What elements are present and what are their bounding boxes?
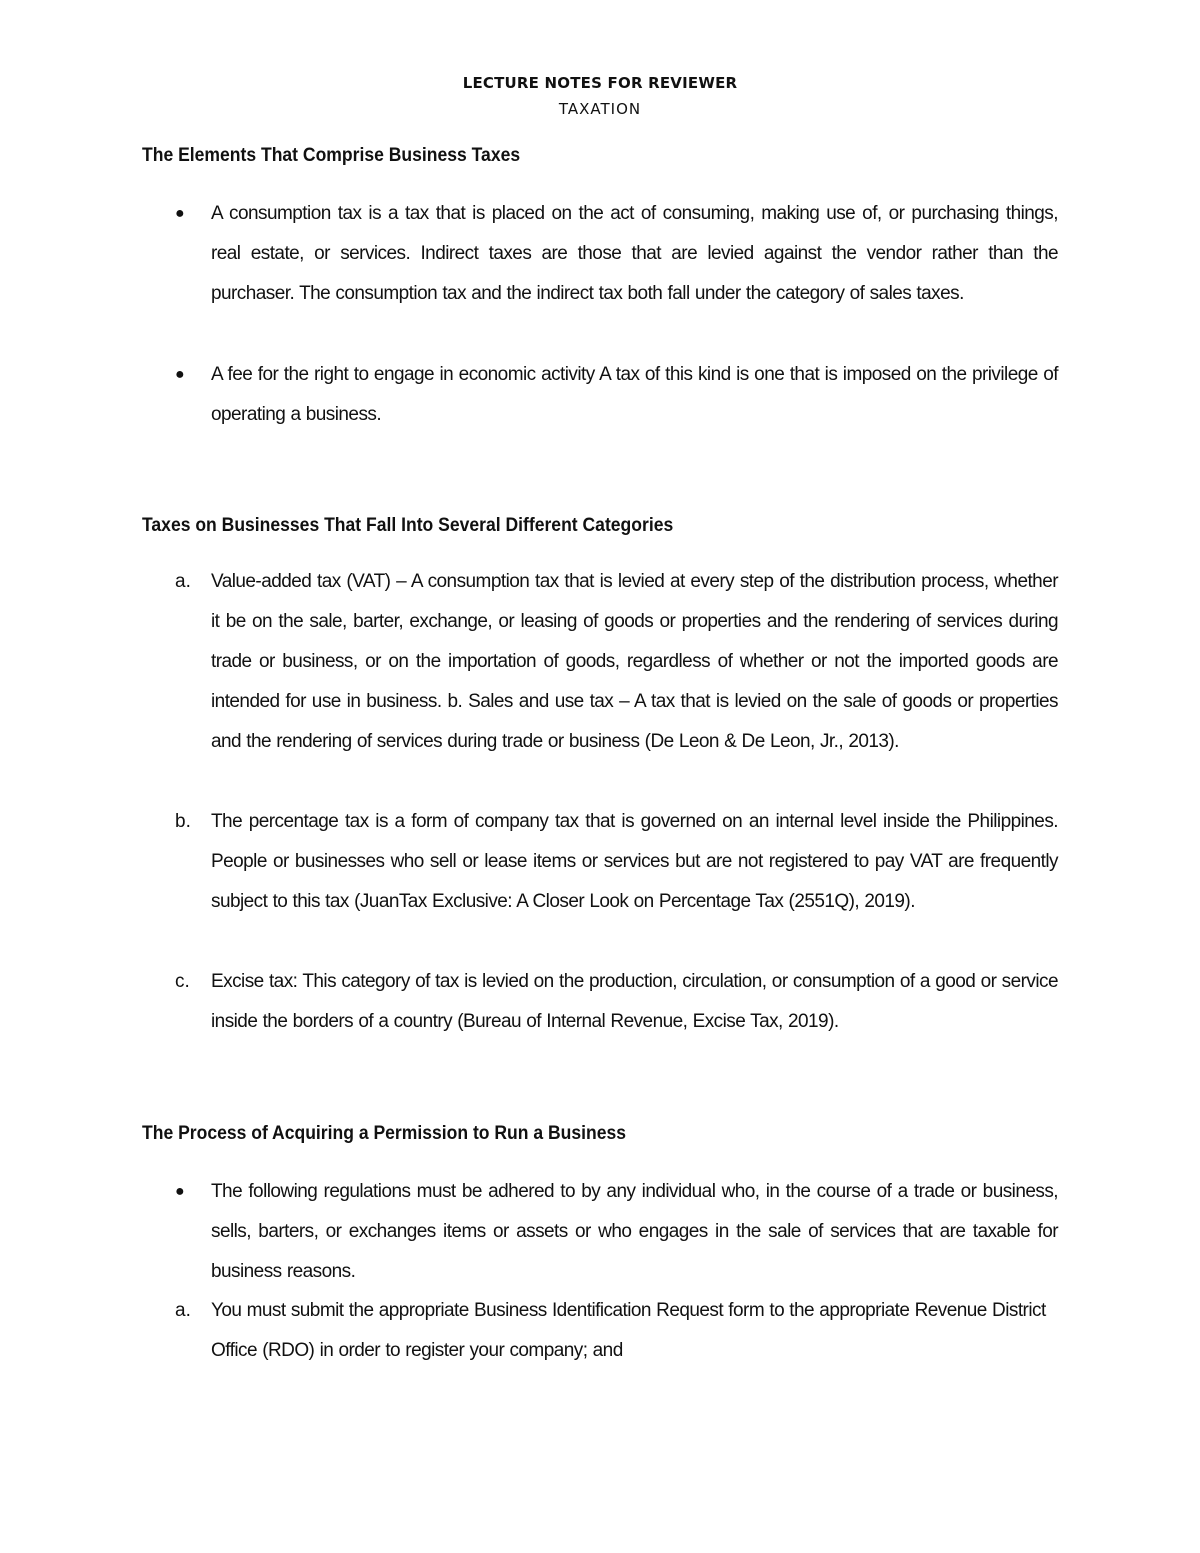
list-item bbox=[142, 802, 1058, 922]
list-item bbox=[142, 562, 1058, 762]
section-heading-business-permit: The Process of Acquiring a Permission to Run a Business bbox=[142, 1122, 627, 1144]
list-item-text: A consumption tax is a tax that is placed on the act of consuming, making use of, or purchasing things, real estate, or services. Indirect taxes are those that are levied against the vendor rather than the purchaser. The consumption tax and the indirect tax both fall under the category of sales taxes. bbox=[211, 203, 1058, 304]
list-item bbox=[142, 1172, 1058, 1292]
section-heading-tax-categories: Taxes on Businesses That Fall Into Several Different Categories bbox=[142, 514, 674, 536]
list-item-text: The following regulations must be adhered to by any individual who, in the course of a trade or business, sells, barters, or exchanges items or assets or who engages in the sale of services that are taxable for business reasons. bbox=[211, 1181, 1058, 1282]
list-item bbox=[142, 355, 1058, 435]
document-subtitle: TAXATION bbox=[558, 100, 642, 118]
bullet-icon: ● bbox=[175, 1183, 185, 1200]
bullet-icon: ● bbox=[175, 205, 185, 222]
bullet-icon: ● bbox=[175, 366, 185, 383]
list-item-text: You must submit the appropriate Business Identification Request form to the appropriate Revenue District Office (RDO) in order to register your company; and bbox=[211, 1300, 1046, 1361]
list-item bbox=[142, 1291, 1058, 1371]
list-item-text: The percentage tax is a form of company tax that is governed on an internal level inside the Philippines. People or businesses who sell or lease items or services but are not registered to pay VAT are frequently subject to this tax (JuanTax Exclusive: A Closer Look on Percentage Tax (2551Q), 2019). bbox=[211, 811, 1058, 912]
list-marker: b. bbox=[175, 811, 191, 832]
list-marker: c. bbox=[175, 971, 190, 992]
list-item bbox=[142, 962, 1058, 1042]
list-item-text: Excise tax: This category of tax is levied on the production, circulation, or consumption of a good or service inside the borders of a country (Bureau of Internal Revenue, Excise Tax, 2019). bbox=[211, 971, 1058, 1032]
section-heading-business-taxes: The Elements That Comprise Business Taxes bbox=[142, 144, 521, 166]
list-item-text: Value-added tax (VAT) – A consumption tax that is levied at every step of the distribution process, whether it be on the sale, barter, exchange, or leasing of goods or properties and the rendering of services during trade or business, or on the importation of goods, regardless of whether or not the imported goods are intended for use in business. b. Sales and use tax – A tax that is levied on the sale of goods or properties and the rendering of services during trade or business (De Leon & De Leon, Jr., 2013). bbox=[211, 571, 1058, 752]
list-item-text: A fee for the right to engage in economic activity A tax of this kind is one that is imposed on the privilege of operating a business. bbox=[211, 364, 1058, 425]
list-marker: a. bbox=[175, 1300, 191, 1321]
list-item bbox=[142, 194, 1058, 314]
document-title: LECTURE NOTES FOR REVIEWER bbox=[462, 74, 738, 92]
list-marker: a. bbox=[175, 571, 191, 592]
